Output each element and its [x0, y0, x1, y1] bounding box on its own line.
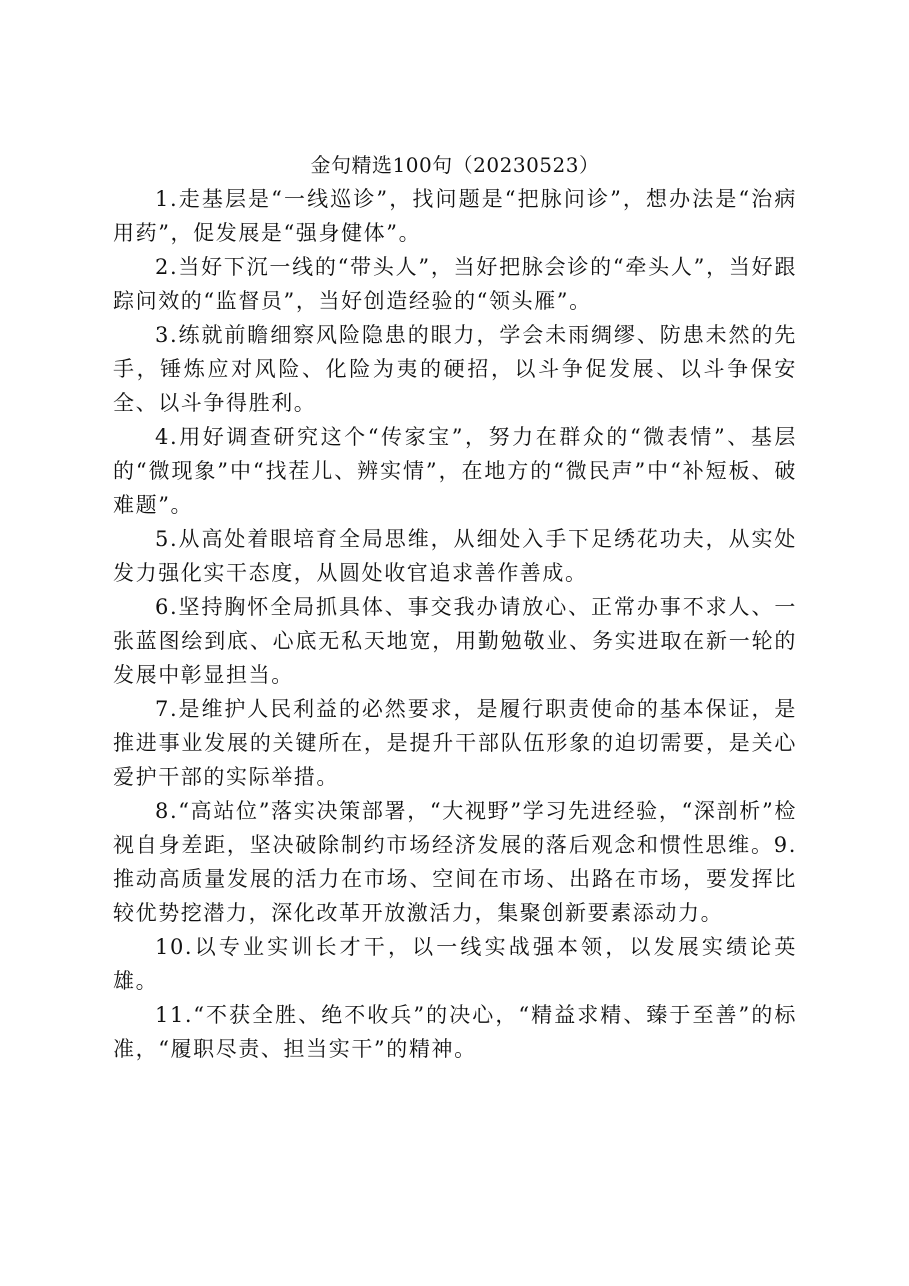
- document-title: 金句精选100句（20230523）: [310, 153, 600, 177]
- quote-paragraph-8-9: 8.“高站位”落实决策部署，“大视野”学习先进经验，“深剖析”检视自身差距，坚决破除制约市场经济发展的落后观念和惯性思维。9.推动高质量发展的活力在市场、空间在市场、出路在市场，要发挥比较优势挖潜力，深化改革开放激活力，集聚创新要素添动力。: [113, 799, 797, 925]
- quote-paragraph-2: 2.当好下沉一线的“带头人”，当好把脉会诊的“牵头人”，当好跟踪问效的“监督员”，当好创造经验的“领头雁”。: [113, 255, 797, 313]
- quote-paragraph-1: 1.走基层是“一线巡诊”，找问题是“把脉问诊”，想办法是“治病用药”，促发展是“强身健体”。: [113, 187, 797, 245]
- quote-paragraph-4: 4.用好调查研究这个“传家宝”，努力在群众的“微表情”、基层的“微现象”中“找茬儿、辨实情”，在地方的“微民声”中“补短板、破难题”。: [113, 425, 797, 517]
- quote-paragraph-7: 7.是维护人民利益的必然要求，是履行职责使命的基本保证，是推进事业发展的关键所在，是提升干部队伍形象的迫切需要，是关心爱护干部的实际举措。: [113, 697, 797, 789]
- quote-paragraph-10: 10.以专业实训长才干，以一线实战强本领，以发展实绩论英雄。: [113, 935, 797, 993]
- quote-paragraph-5: 5.从高处着眼培育全局思维，从细处入手下足绣花功夫，从实处发力强化实干态度，从圆处收官追求善作善成。: [113, 527, 797, 585]
- document-page: [113, 148, 797, 1066]
- quote-paragraph-6: 6.坚持胸怀全局抓具体、事交我办请放心、正常办事不求人、一张蓝图绘到底、心底无私天地宽，用勤勉敬业、务实进取在新一轮的发展中彰显担当。: [113, 595, 797, 687]
- quote-paragraph-11: 11.“不获全胜、绝不收兵”的决心，“精益求精、臻于至善”的标准，“履职尽责、担当实干”的精神。: [113, 1003, 797, 1061]
- quote-paragraph-3: 3.练就前瞻细察风险隐患的眼力，学会未雨绸缪、防患未然的先手，锤炼应对风险、化险为夷的硬招，以斗争促发展、以斗争保安全、以斗争得胜利。: [113, 323, 797, 415]
